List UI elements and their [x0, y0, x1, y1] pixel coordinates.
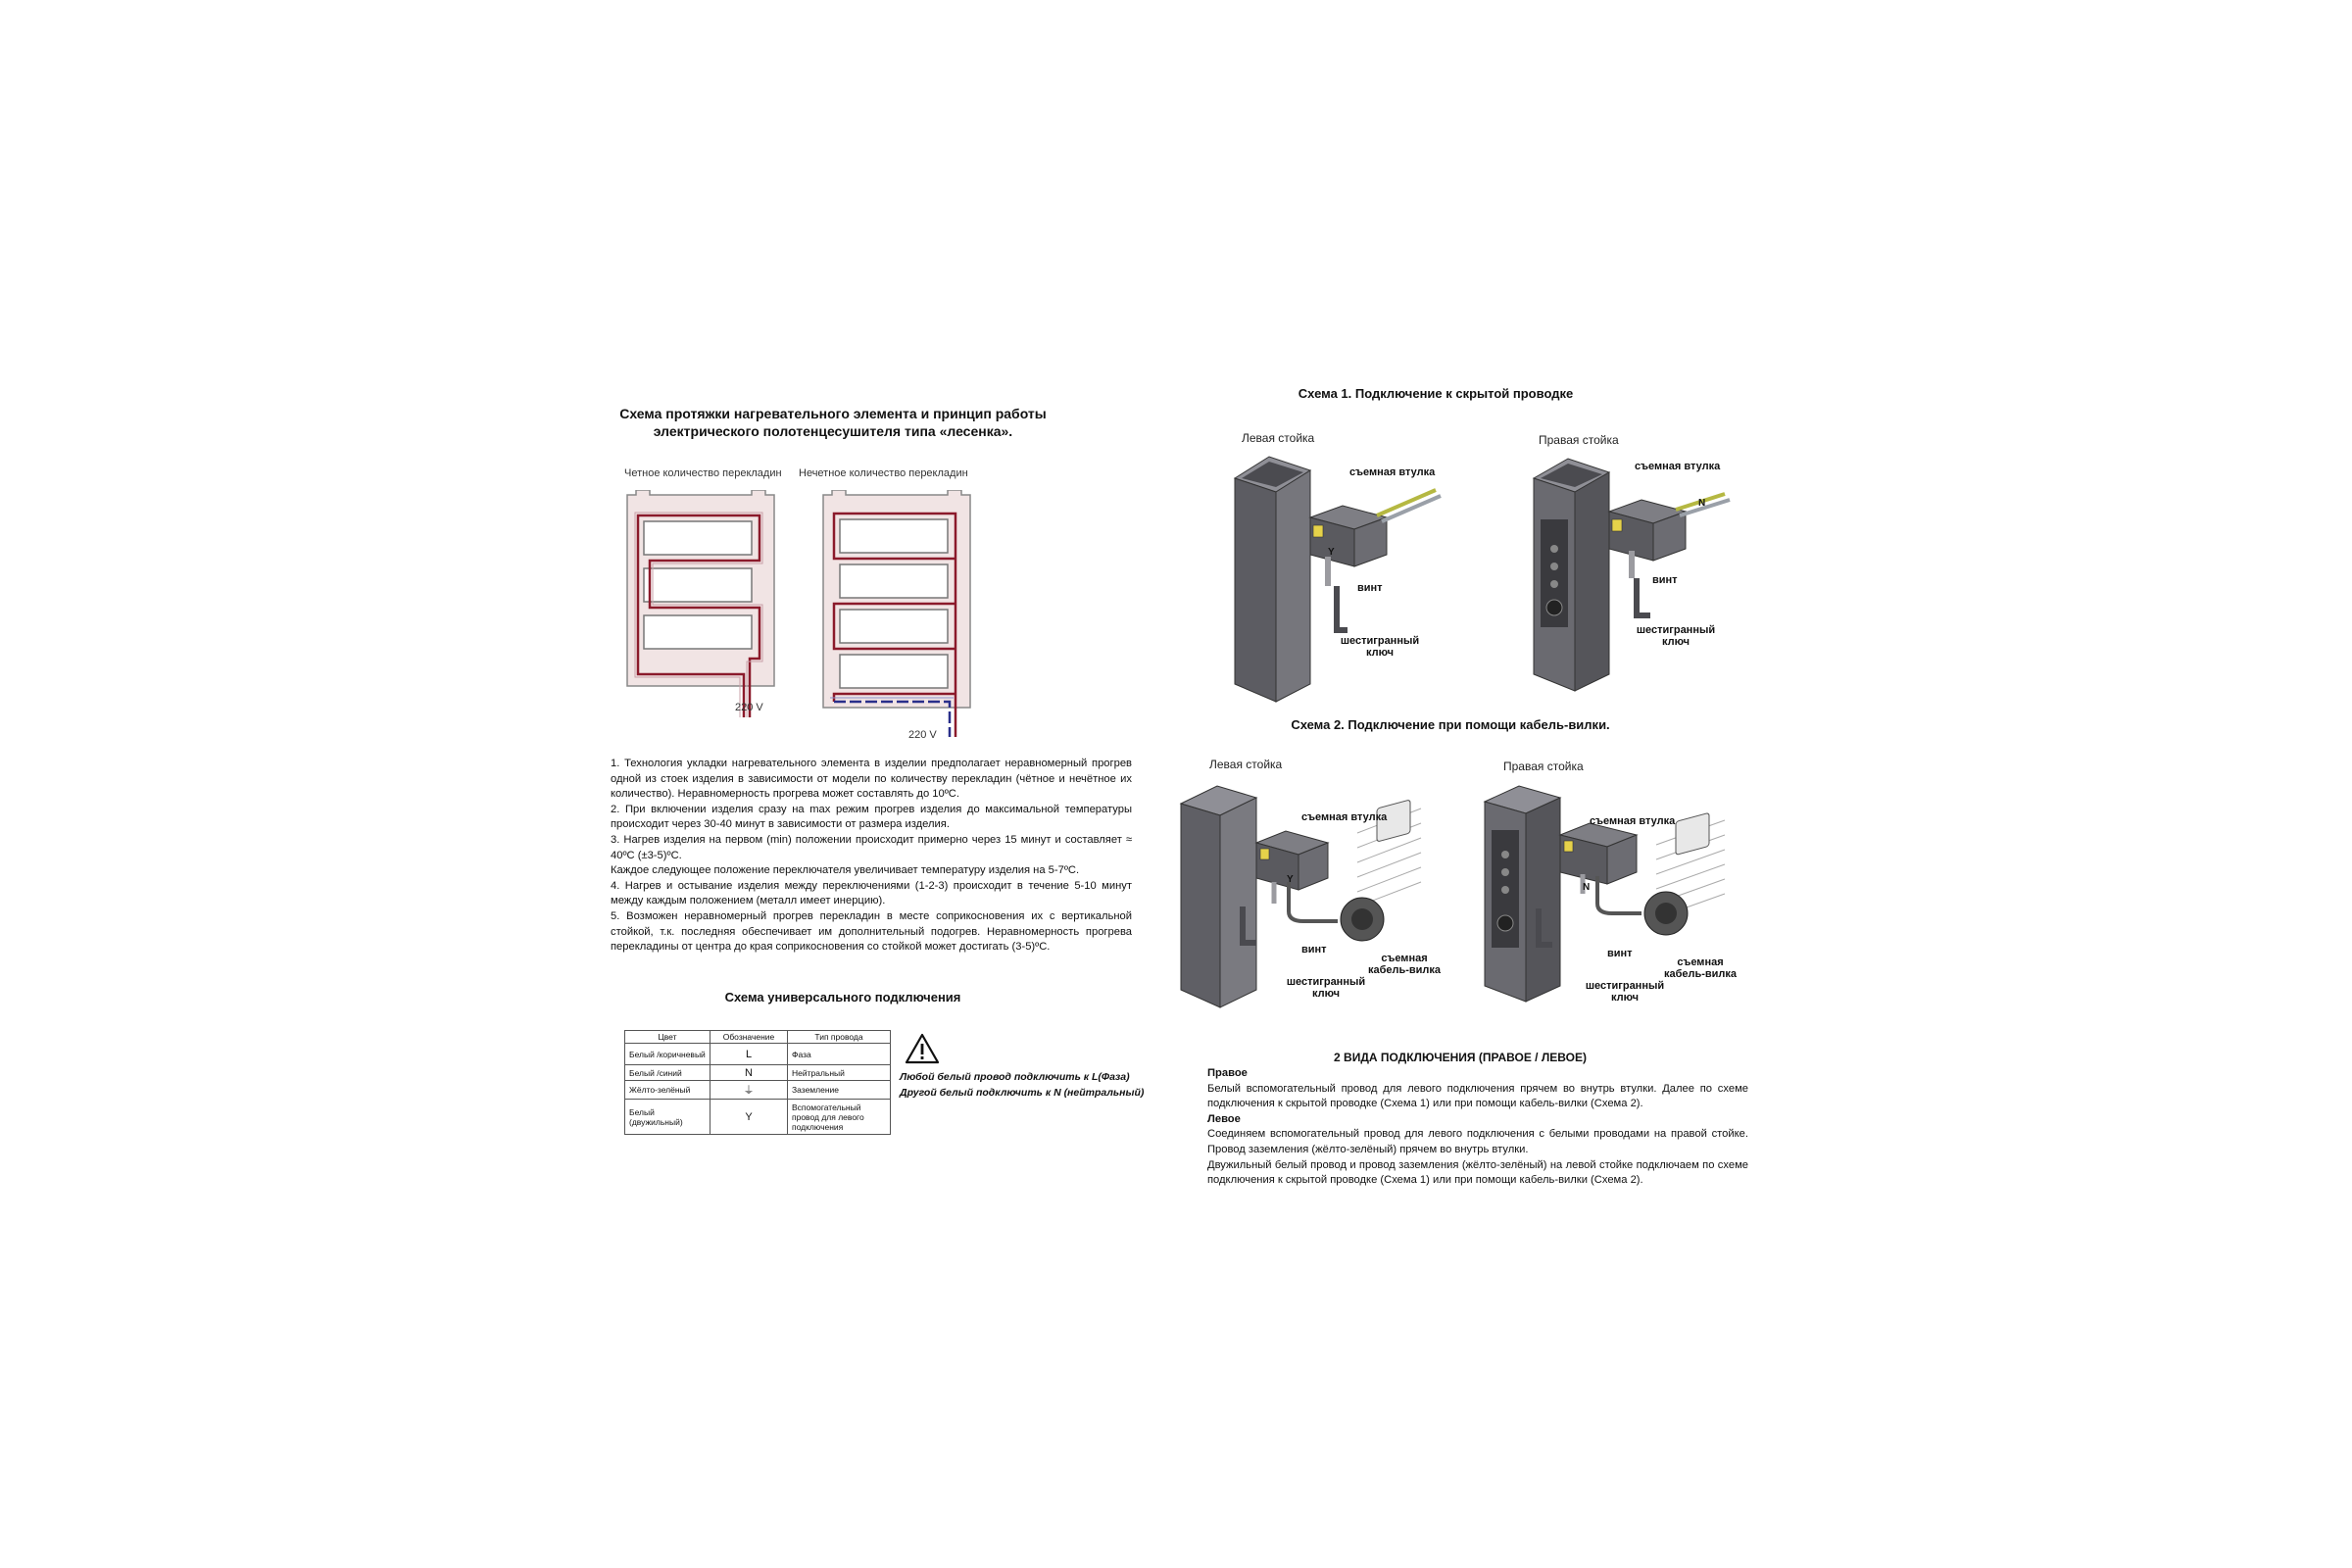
- types-text-block: [1207, 1066, 1748, 1189]
- warning-line-2: Другой белый подключить к N (нейтральный): [900, 1087, 1145, 1099]
- table-cell: Белый (двужильный): [625, 1100, 710, 1135]
- ground-symbol-icon: ⏚: [710, 1081, 788, 1100]
- left-text-2: Двужильный белый провод и провод заземления (жёлто-зелёный) на левой стойке подключаем по схеме подключения к скрытой проводке (Схема 1) или при помощи кабель-вилки (Схема 2).: [1207, 1158, 1748, 1187]
- lbl-screw-1: винт: [1357, 582, 1383, 594]
- table-cell: N: [710, 1065, 788, 1081]
- note-3: 3. Нагрев изделия на первом (min) положении происходит примерно через 15 минут и составляет ≈ 40ºC (±3-5)ºC.: [611, 833, 1132, 861]
- table-cell: Нейтральный: [788, 1065, 891, 1081]
- note-5: 5. Возможен неравномерный прогрев перекладин в месте соприкосновения их с вертикальной стойкой, т.к. последняя обеспечивает им дополнительный подогрев. Неравномерность прогрева перекладины от центра до края соприкосновения со стойкой может достигать (3-5)ºC.: [611, 909, 1132, 954]
- types-title: 2 ВИДА ПОДКЛЮЧЕНИЯ (ПРАВОЕ / ЛЕВОЕ): [1334, 1051, 1587, 1064]
- table-cell: Заземление: [788, 1081, 891, 1100]
- table-header: Цвет: [625, 1031, 710, 1044]
- table-cell: L: [710, 1044, 788, 1065]
- lbl-sleeve-1: съемная втулка: [1349, 466, 1436, 478]
- table-cell: Жёлто-зелёный: [625, 1081, 710, 1100]
- left-title-line1: Схема протяжки нагревательного элемента и принцип работы: [619, 406, 1047, 421]
- scheme2-right-stand-label: Правая стойка: [1503, 760, 1584, 773]
- note-4: 4. Нагрев и остывание изделия между переключениями (1-2-3) происходит в течение 5-10 минут между каждым положением (металл имеет инерцию).: [611, 879, 1132, 907]
- table-header: Обозначение: [710, 1031, 788, 1044]
- left-title: [588, 405, 1078, 440]
- table-cell: Фаза: [788, 1044, 891, 1065]
- even-diagram-label: Четное количество перекладин: [624, 467, 782, 479]
- scheme2-title: Схема 2. Подключение при помощи кабель-вилки.: [1291, 717, 1610, 732]
- right-head: Правое: [1207, 1067, 1248, 1079]
- left-head: Левое: [1207, 1112, 1241, 1125]
- marker-n-2: N: [1583, 882, 1591, 893]
- lbl-sleeve-3: съемная втулка: [1301, 811, 1388, 823]
- table-row: [625, 1044, 891, 1065]
- lbl-screw-2: винт: [1652, 574, 1678, 586]
- left-title-line2: электрического полотенцесушителя типа «лесенка».: [653, 423, 1013, 439]
- table-cell: Белый /коричневый: [625, 1044, 710, 1065]
- lbl-screw-4: винт: [1607, 948, 1633, 959]
- lbl-sleeve-2: съемная втулка: [1635, 461, 1721, 472]
- note-1: 1. Технология укладки нагревательного элемента в изделии предполагает неравномерный прогрев одной из стоек изделия в зависимости от модели по количеству перекладин (чётное и нечётное их количество). Неравномерность прогрева может составлять до 10ºC.: [611, 758, 1132, 801]
- lbl-cable-plug-2: съемная кабель-вилка: [1663, 956, 1738, 980]
- table-row: [625, 1065, 891, 1081]
- scheme1-left-stand-label: Левая стойка: [1242, 431, 1315, 445]
- lbl-sleeve-4: съемная втулка: [1590, 815, 1676, 827]
- lbl-hex-key-3: шестигранный ключ: [1286, 976, 1366, 1000]
- lbl-screw-3: винт: [1301, 944, 1327, 956]
- scheme2-left-stand-label: Левая стойка: [1209, 758, 1283, 771]
- warning-line-1: Любой белый провод подключить к L(Фаза): [900, 1071, 1130, 1083]
- table-cell: Белый /синий: [625, 1065, 710, 1081]
- scheme1-right-stand-drawing: [1529, 451, 1754, 710]
- odd-diagram-label: Нечетное количество перекладин: [799, 467, 968, 479]
- lbl-hex-key-2: шестигранный ключ: [1636, 624, 1716, 648]
- even-ladder-diagram: [622, 490, 789, 725]
- wire-table: [624, 1030, 891, 1135]
- scheme1-title: Схема 1. Подключение к скрытой проводке: [1298, 386, 1574, 401]
- table-row: [625, 1081, 891, 1100]
- odd-voltage-label: 220 V: [908, 729, 937, 741]
- table-row: [625, 1100, 891, 1135]
- lbl-hex-key-1: шестигранный ключ: [1340, 635, 1420, 659]
- note-2: 2. При включении изделия сразу на max режим прогрев изделия до максимальной температуры происходит через 30-40 минут в зависимости от размера изделия.: [611, 803, 1132, 831]
- left-text-1: Соединяем вспомогательный провод для левого подключения с белыми проводами на правой стойке. Провод заземления (жёлто-зелёный) прячем во внутрь втулки.: [1207, 1128, 1748, 1155]
- marker-y-2: Y: [1287, 874, 1294, 885]
- table-cell: Y: [710, 1100, 788, 1135]
- universal-title: Схема универсального подключения: [724, 990, 961, 1004]
- marker-n-1: N: [1698, 498, 1706, 509]
- scheme1-right-stand-label: Правая стойка: [1539, 433, 1619, 447]
- notes-block: [611, 757, 1132, 956]
- scheme1-left-stand-drawing: [1230, 449, 1475, 711]
- warning-text: [900, 1069, 1154, 1101]
- warning-icon: [905, 1033, 940, 1064]
- note-3-extra: Каждое следующее положение переключателя увеличивает температуру изделия на 5-7ºC.: [611, 864, 1080, 877]
- even-voltage-label: 220 V: [735, 702, 763, 713]
- table-header: Тип провода: [788, 1031, 891, 1044]
- odd-ladder-diagram: [818, 490, 985, 745]
- table-cell: Вспомогательный провод для левого подключения: [788, 1100, 891, 1135]
- lbl-cable-plug-1: съемная кабель-вилка: [1367, 953, 1442, 976]
- marker-y-1: Y: [1328, 547, 1335, 558]
- right-text: Белый вспомогательный провод для левого подключения прячем во внутрь втулки. Далее по схеме подключения к скрытой проводке (Схема 1) или при помощи кабель-вилки (Схема 2).: [1207, 1082, 1748, 1110]
- lbl-hex-key-4: шестигранный ключ: [1585, 980, 1665, 1004]
